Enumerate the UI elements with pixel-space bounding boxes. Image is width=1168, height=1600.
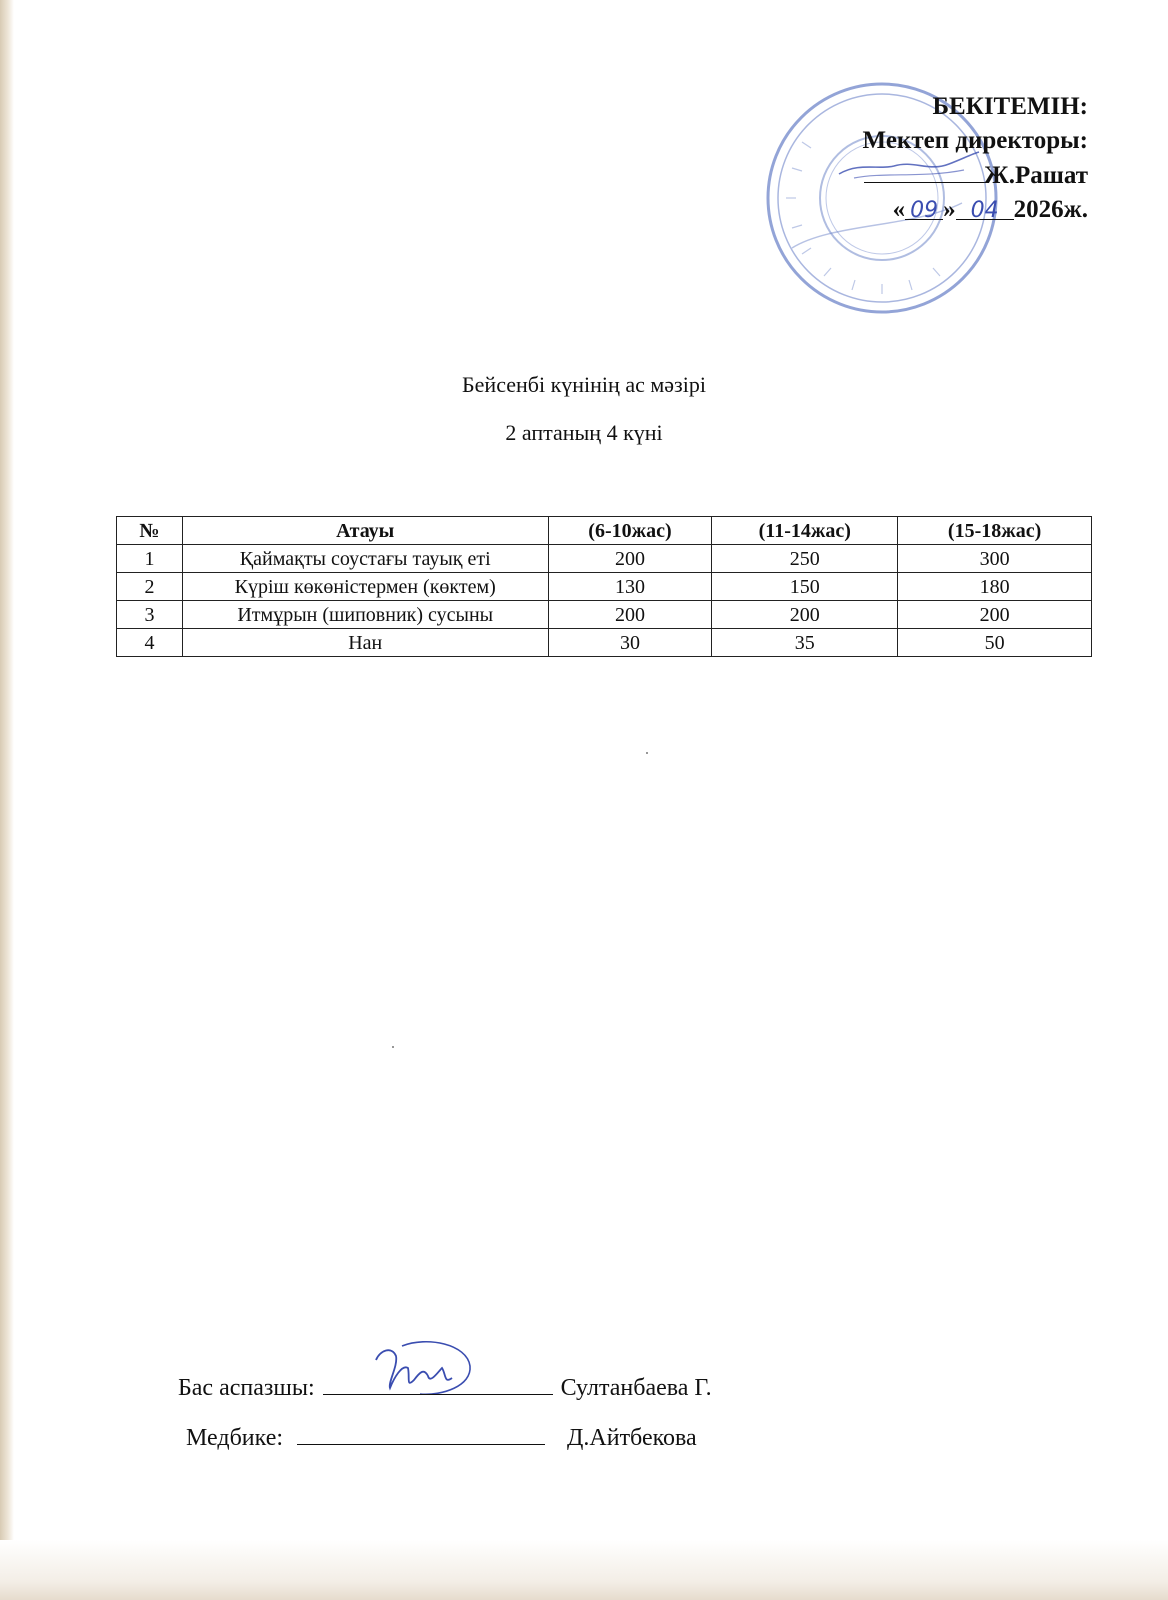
chef-name: Султанбаева Г. <box>560 1375 712 1401</box>
table-row <box>117 629 1092 657</box>
portion-6-10: 30 <box>548 629 712 657</box>
approval-heading: БЕКІТЕМІН: <box>932 93 1088 120</box>
paper-edge-left <box>0 0 14 1600</box>
date-close-quote: » <box>943 196 956 223</box>
nurse-signature-line <box>297 1422 545 1445</box>
scan-speck <box>646 752 648 754</box>
portion-15-18: 50 <box>898 629 1092 657</box>
dish-name: Қаймақты соустағы тауық еті <box>182 545 548 573</box>
director-signature-blank <box>864 158 984 183</box>
row-number: 2 <box>117 573 183 601</box>
approval-date <box>768 193 1088 227</box>
portion-11-14: 250 <box>712 545 898 573</box>
date-day-blank <box>905 193 943 223</box>
chef-signature-line <box>323 1372 553 1395</box>
row-number: 1 <box>117 545 183 573</box>
portion-6-10: 130 <box>548 573 712 601</box>
scan-speck <box>392 1046 394 1048</box>
portion-15-18: 200 <box>898 601 1092 629</box>
portion-15-18: 180 <box>898 573 1092 601</box>
portion-6-10: 200 <box>548 601 712 629</box>
table-header-row <box>117 517 1092 545</box>
paper-edge-bottom <box>0 1540 1168 1600</box>
date-day: 09 <box>910 198 939 223</box>
header-number: № <box>117 517 183 545</box>
date-month: 04 <box>970 198 999 223</box>
menu-subtitle: 2 аптаның 4 күні <box>505 420 663 445</box>
date-month-blank <box>956 193 1014 223</box>
dish-name: Итмұрын (шиповник) сусыны <box>182 601 548 629</box>
nurse-name: Д.Айтбекова <box>567 1425 697 1451</box>
dish-name: Күріш көкөністермен (көктем) <box>182 573 548 601</box>
header-age-6-10: (6-10жас) <box>548 517 712 545</box>
header-age-11-14: (11-14жас) <box>712 517 898 545</box>
row-number: 4 <box>117 629 183 657</box>
dish-name: Нан <box>182 629 548 657</box>
date-open-quote: « <box>892 196 906 223</box>
director-position: Мектеп директоры: <box>862 127 1088 154</box>
portion-15-18: 300 <box>898 545 1092 573</box>
portion-11-14: 200 <box>712 601 898 629</box>
menu-table <box>116 516 1092 657</box>
chef-signature-row <box>178 1372 712 1402</box>
portion-6-10: 200 <box>548 545 712 573</box>
header-age-15-18: (15-18жас) <box>898 517 1092 545</box>
director-name: Ж.Рашат <box>984 162 1088 189</box>
nurse-label: Медбике: <box>186 1425 284 1451</box>
table-row <box>117 573 1092 601</box>
nurse-signature-row <box>186 1422 697 1452</box>
date-year: 2026ж. <box>1013 196 1088 223</box>
table-row <box>117 545 1092 573</box>
approval-block <box>768 90 1088 227</box>
director-signature-line <box>768 158 1088 193</box>
row-number: 3 <box>117 601 183 629</box>
table-row <box>117 601 1092 629</box>
menu-title: Бейсенбі күнінің ас мәзірі <box>462 372 706 397</box>
portion-11-14: 150 <box>712 573 898 601</box>
chef-label: Бас аспазшы: <box>178 1375 315 1401</box>
portion-11-14: 35 <box>712 629 898 657</box>
director-signature <box>834 144 984 184</box>
header-name: Атауы <box>182 517 548 545</box>
